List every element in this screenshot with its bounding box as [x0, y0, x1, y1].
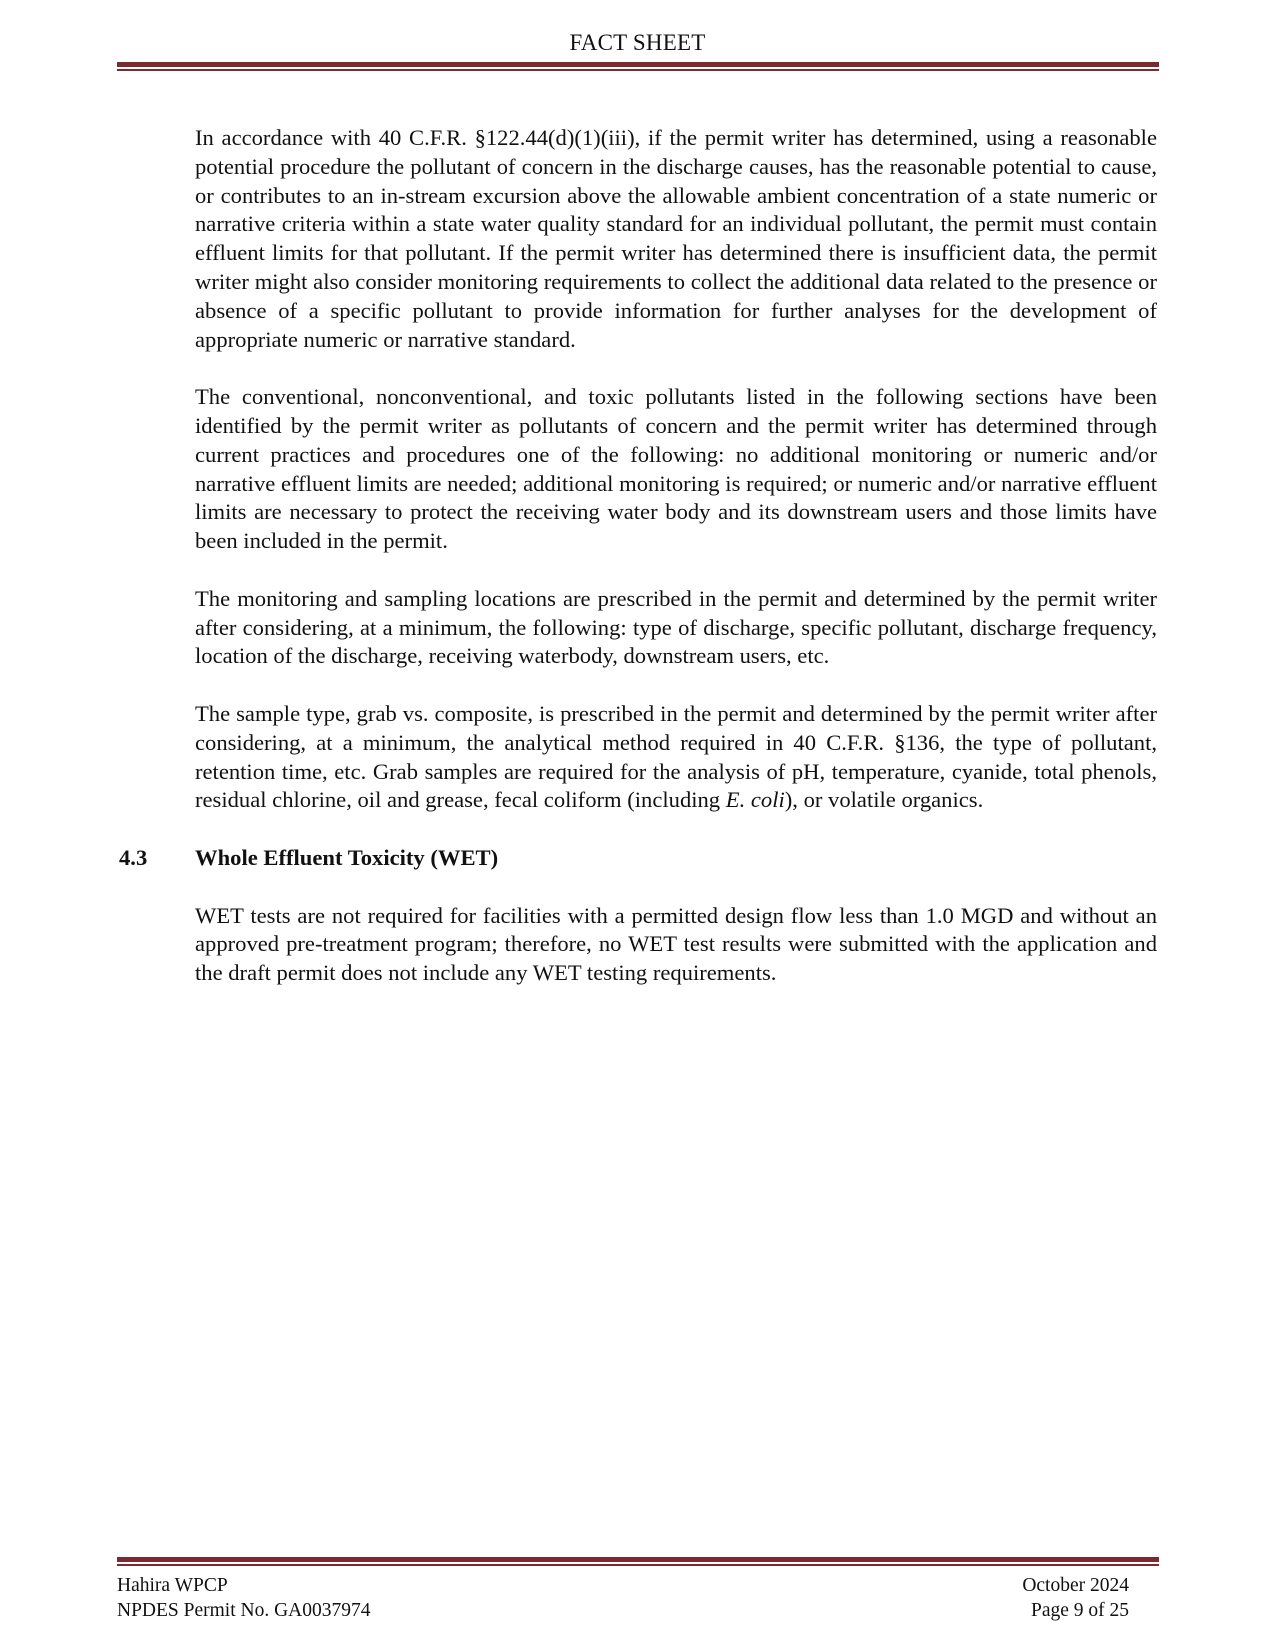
paragraph-reasonable-potential: In accordance with 40 C.F.R. §122.44(d)(1)(iii), if the permit writer has determined, using a reasonable potential procedure the pollutant of concern in the discharge causes, has the reasonable potential to cause, or contributes to an in-stream excursion above the allowable ambient concentration of a state numeric or narrative criteria within a state water quality standard for an individual pollutant, the permit must contain effluent limits for that pollutant. If the permit writer has determined there is insufficient data, the permit writer might also consider monitoring requirements to collect the additional data related to the presence or absence of a specific pollutant to provide information for further analyses for the development of appropriate numeric or narrative standard.: [195, 125, 1157, 352]
footer-divider-thick: [117, 1557, 1159, 1562]
header-divider-thin: [117, 69, 1159, 71]
footer-date: October 2024: [1022, 1575, 1129, 1596]
sample-type-text-end: ), or volatile organics.: [784, 787, 984, 813]
footer-row-1: [117, 1573, 1129, 1598]
sample-type-text-start: The sample type, grab vs. composite, is prescribed in the permit and determined by the permit writer after considering, at a minimum, the analytical method required in 40 C.F.R. §136, the type of pollutant, retention time, etc. Grab samples are required for the analysis of pH, temperature, cyanide, total phenols, residual chlorine, oil and grease, fecal coliform (including: [195, 700, 1157, 813]
section-heading-wet: [119, 844, 1081, 873]
footer-divider: [117, 1557, 1159, 1566]
sample-type-italic-organism: E. coli: [725, 787, 785, 813]
paragraph-pollutants-of-concern: The conventional, nonconventional, and toxic pollutants listed in the following sections have been identified by the permit writer as pollutants of concern and the permit writer has determined through current practices and procedures one of the following: no additional monitoring or numeric and/or narrative effluent limits are needed; additional monitoring is required; or numeric and/or narrative effluent limits are necessary to protect the receiving water body and its downstream users and those limits have been included in the permit.: [195, 384, 1157, 554]
header-divider: [117, 62, 1159, 71]
footer-page-number: Page 9 of 25: [1030, 1600, 1129, 1621]
paragraph-wet-tests: WET tests are not required for facilities with a permitted design flow less than 1.0 MGD and without an approved pre-treatment program; therefore, no WET test results were submitted with the application and the draft permit does not include any WET testing requirements.: [195, 902, 1157, 986]
footer-facility-name: Hahira WPCP: [117, 1575, 228, 1596]
page-header-title: FACT SHEET: [569, 30, 706, 55]
paragraph-monitoring-locations: The monitoring and sampling locations are prescribed in the permit and determined by the permit writer after considering, at a minimum, the following: type of discharge, specific pollutant, discharge frequency, location of the discharge, receiving waterbody, downstream users, etc.: [195, 585, 1157, 669]
footer-permit-number: NPDES Permit No. GA0037974: [117, 1600, 371, 1621]
header-divider-thick: [117, 62, 1159, 67]
footer-row-2: [117, 1598, 1129, 1623]
footer-divider-thin: [117, 1564, 1159, 1566]
document-body: [119, 124, 1157, 1017]
page-footer: [117, 1573, 1129, 1623]
section-number: 4.3: [119, 844, 148, 870]
paragraph-sample-type: [195, 700, 1157, 815]
section-title: Whole Effluent Toxicity (WET): [195, 844, 499, 870]
